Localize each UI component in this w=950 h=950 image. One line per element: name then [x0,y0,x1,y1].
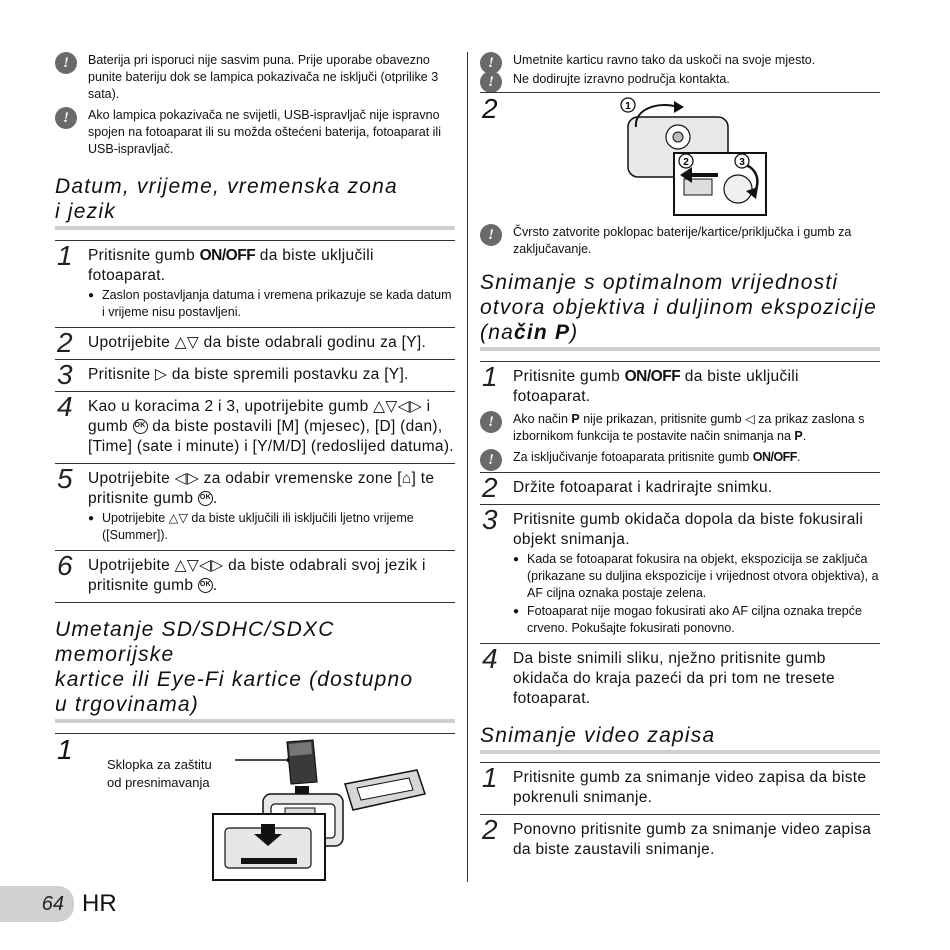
step-1-power-on: 1 Pritisnite gumb ON/OFF da biste uključili fotoaparat. ● Zaslon postavljanja datuma i vremena prikazuje se kada datum i vrijeme nisu postavljeni. [55,240,455,327]
note-text: Ako lampica pokazivača ne svijetli, USB-ispravljač nije ispravno spojen na fotoaparat ili su možda oštećeni baterija, fotoaparat ili USB-ispravljač. [88,108,441,156]
left-arrow-icon: ◁ [745,412,755,426]
arrow-keys-icon: △▽ [174,334,200,351]
section-title-datetime: Datum, vrijeme, vremenska zona i jezik [55,174,455,230]
page-number: 64 [0,886,74,922]
caution-icon: ! [55,52,77,74]
p-mode-icon: P [794,429,803,443]
ok-button-icon: OK [133,419,148,434]
card-insert-figure [55,733,455,883]
onoff-button-label: ON/OFF [624,368,681,385]
figure-step-number: 2 [482,93,498,124]
write-protect-label: Sklopka za zaštitu od presnimavanja [107,757,212,790]
arrow-keys-icon: △▽◁▷ [174,557,224,574]
p-step-4-full-press: 4 Da biste snimili sliku, nježno pritisnite gumb okidača do kraja pazeći da pri tom ne tresete fotoaparat. [480,643,880,715]
column-divider [467,52,468,882]
step-bullet: ● Upotrijebite △▽ da biste uključili ili isključili ljetno vrijeme ([Summer]). [88,510,455,544]
caution-icon: ! [480,71,502,93]
right-column [480,52,880,866]
step-bullet: ● Kada se fotoaparat fokusira na objekt, ekspozicija se zaključa (prikazane su duljina ekspozicije i vrijednost otvora objektiva), a AF ciljna oznaka postaje zelena. [513,551,880,602]
note-insert-card [480,52,880,69]
arrow-keys-icon: △▽◁▷ [373,398,423,415]
section-title-p-mode: Snimanje s optimalnom vrijednosti otvora objektiva i duljinom ekspozicije (način P) [480,270,880,351]
step-2-select-year: 2 Upotrijebite △▽ da biste odabrali godinu za [Y]. [55,327,455,359]
marker-3: 3 [739,157,745,168]
close-cover-figure [480,92,880,220]
battery-cover-illustration [618,95,768,217]
p-mode-icon: P [554,321,571,344]
note-power-off: ! Za isključivanje fotoaparata pritisnite gumb ON/OFF. [480,449,880,466]
home-icon: ⌂ [401,470,412,487]
language-code: HR [82,890,117,917]
note-p-mode: ! Ako način P nije prikazan, pritisnite gumb ◁ za prikaz zaslona s izbornikom funkcija te postavite način snimanja na P. [480,411,880,445]
note-indicator-lamp [55,107,455,158]
video-step-1-start: 1 Pritisnite gumb za snimanje video zapisa da biste pokrenuli snimanje. [480,762,880,814]
up-down-arrow-icon: △▽ [168,511,188,525]
step-4-set-date: 4 Kao u koracima 2 i 3, upotrijebite gumb △▽◁▷ i gumb OK da biste postavili [M] (mjesec), [D] (dan), [Time] (sate i minute) i [Y/M/D] (redoslijed datuma). [55,391,455,463]
step-bullet: ● Fotoaparat nije mogao fokusirati ako AF ciljna oznaka trepće crveno. Pokušajte fokusirati ponovno. [513,603,880,637]
p-step-2-frame: 2 Držite fotoaparat i kadrirajte snimku. [480,472,880,504]
caution-icon: ! [480,411,502,433]
caution-icon: ! [480,52,502,74]
step-3-save-year: 3 Pritisnite ▷ da biste spremili postavku za [Y]. [55,359,455,391]
note-text: Baterija pri isporuci nije sasvim puna. Prije uporabe obavezno punite bateriju dok se lampica pokazivača ne isključi (otprilike 3 sata). [88,53,439,101]
caution-icon: ! [480,224,502,246]
marker-1: 1 [625,101,631,112]
note-battery-charge [55,52,455,103]
note-text: Ne dodirujte izravno područja kontakta. [513,72,730,86]
onoff-button-label: ON/OFF [752,450,797,464]
note-close-cover [480,224,880,258]
section-title-video: Snimanje video zapisa [480,723,880,754]
camera-card-illustration [185,734,455,884]
p-step-1-power-on: 1 Pritisnite gumb ON/OFF da biste uključili fotoaparat. [480,361,880,413]
note-text: Umetnite karticu ravno tako da uskoči na svoje mjesto. [513,53,816,67]
p-step-3-half-press: 3 Pritisnite gumb okidača dopola da biste fokusirali objekt snimanja. ● Kada se fotoaparat fokusira na objekt, ekspozicija se zaključa (prikazane su duljina ekspozicije i vrijednost otvora objektiva), a AF ciljna oznaka postaje zelena. ● Fotoaparat nije mogao fokusirati ako AF ciljna oznaka trepće crveno. Pokušajte fokusirati ponovno. [480,504,880,643]
ok-button-icon: OK [198,491,213,506]
onoff-button-label: ON/OFF [199,247,256,264]
step-bullet: ● Zaslon postavljanja datuma i vremena prikazuje se kada datum i vrijeme nisu postavljeni. [88,287,455,321]
note-contacts [480,71,880,88]
caution-icon: ! [480,449,502,471]
note-text: Čvrsto zatvorite poklopac baterije/kartice/priključka i gumb za zaključavanje. [513,225,852,256]
section-title-memory-card: Umetanje SD/SDHC/SDXC memorijske kartice ili Eye-Fi kartice (dostupno u trgovinama) [55,617,455,723]
left-right-arrow-icon: ◁▷ [174,470,200,487]
caution-icon: ! [55,107,77,129]
ok-button-icon: OK [198,578,213,593]
left-column [55,52,455,883]
figure-step-number: 1 [57,734,73,765]
marker-2: 2 [683,157,689,168]
p-mode-icon: P [571,412,580,426]
right-arrow-icon: ▷ [155,366,168,383]
step-6-language: 6 Upotrijebite △▽◁▷ da biste odabrali svoj jezik i pritisnite gumb OK . [55,550,455,603]
video-step-2-stop: 2 Ponovno pritisnite gumb za snimanje video zapisa da biste zaustavili snimanje. [480,814,880,866]
step-5-timezone: 5 Upotrijebite ◁▷ za odabir vremenske zone [⌂] te pritisnite gumb OK . ● Upotrijebite △▽ da biste uključili ili isključili ljetno vrijeme ([Summer]). [55,463,455,550]
